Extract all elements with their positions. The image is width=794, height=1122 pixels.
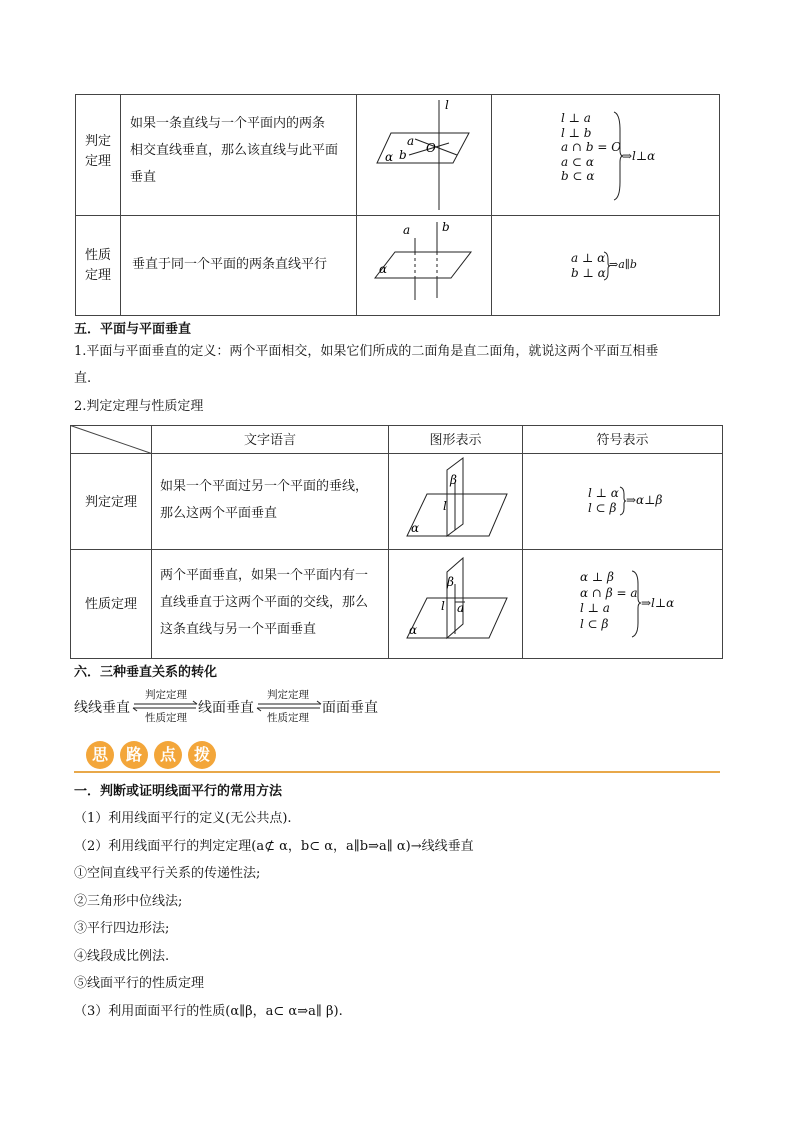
- section-5-definition-line-1: 1.平面与平面垂直的定义：两个平面相交，如果它们所成的二面角是直二面角，就说这两个平面互相垂: [74, 344, 659, 359]
- tips-line: ③平行四边形法;: [74, 921, 170, 936]
- plane-perpendicular-property-figure: [389, 550, 522, 658]
- section-6-title: 六．三种垂直关系的转化: [74, 665, 218, 680]
- fig-label-a: a: [407, 134, 415, 148]
- fig-label-alpha: α: [409, 623, 418, 637]
- fig-label-l: l: [445, 98, 449, 112]
- table-2-row-1-text: [160, 473, 386, 527]
- table-2-row-2-symbols: [580, 570, 638, 632]
- tips-line: ①空间直线平行关系的传递性法;: [74, 866, 261, 881]
- chain-node-line-line: 线线垂直: [74, 700, 130, 716]
- fig-label-alpha: α: [379, 262, 388, 276]
- sym-line: a ⊥ α: [571, 251, 606, 265]
- fig-label-beta: β: [450, 473, 457, 487]
- label-line: 定理: [84, 268, 111, 283]
- text-line: 垂直于同一个平面的两条直线平行: [132, 257, 328, 272]
- sym-line: a ⊂ α: [561, 154, 594, 169]
- tips-banner: [86, 741, 222, 769]
- tips-badge: 拨: [188, 741, 216, 769]
- sym-line: a ∩ b = O: [561, 140, 622, 154]
- tips-list: [74, 805, 474, 1025]
- double-arrow-icon: [255, 700, 323, 712]
- text-line: 这条直线与另一个平面垂直: [160, 622, 317, 637]
- tips-line: （2）利用线面平行的判定定理(a⊄ α，b⊂ α，a∥b⇒a∥ α)→线线垂直: [74, 838, 474, 854]
- arrow-1-bottom-label: 性质定理: [145, 712, 187, 724]
- tips-line: （3）利用面面平行的性质(α∥β，a⊂ α⇒a∥ β).: [74, 1003, 343, 1019]
- chain-node-plane-plane: 面面垂直: [322, 700, 378, 716]
- table-2-header-symbol: 符号表示: [596, 433, 649, 448]
- fig-label-b: b: [442, 220, 450, 234]
- text-line: 如果一条直线与一个平面内的两条: [130, 116, 326, 131]
- fig-label-a: a: [457, 601, 465, 615]
- fig-label-o: O: [426, 141, 436, 155]
- plane-perpendicular-figure: [389, 454, 522, 549]
- table-2-row-1-label: 判定定理: [84, 495, 137, 510]
- sym-line: l ⊥ a: [561, 111, 591, 125]
- double-arrow-icon: [131, 700, 199, 712]
- section-5-subtitle: 2.判定定理与性质定理: [74, 399, 204, 414]
- label-line: 定理: [84, 154, 111, 169]
- fig-label-alpha: α: [385, 150, 394, 164]
- tips-line: ④线段成比例法.: [74, 948, 170, 964]
- tips-line: ②三角形中位线法;: [74, 893, 183, 909]
- chain-node-line-plane: 线面垂直: [198, 700, 254, 716]
- text-line: 如果一个平面过另一个平面的垂线，: [160, 479, 369, 494]
- arrow-1-top-label: 判定定理: [145, 689, 187, 701]
- text-line: 垂直: [130, 170, 157, 185]
- table-1-row-1-result: ⇒l⊥α: [622, 149, 656, 163]
- table-2-row-2-result: ⇒l⊥α: [641, 596, 675, 610]
- fig-label-l: l: [443, 499, 447, 513]
- text-line: 直线垂直于这两个平面的交线，那么: [160, 595, 369, 610]
- table-2-row-1-symbols: [588, 486, 619, 516]
- tips-heading: 一．判断或证明线面平行的常用方法: [74, 784, 283, 799]
- sym-line: α ∩ β = a: [580, 585, 638, 600]
- fig-label-beta: β: [447, 575, 454, 589]
- sym-line: b ⊥ α: [571, 265, 606, 280]
- arrow-2-top-label: 判定定理: [267, 689, 309, 701]
- tips-badge: 点: [154, 741, 182, 769]
- text-line: 那么这两个平面垂直: [160, 506, 278, 521]
- section-5-title: 五．平面与平面垂直: [74, 322, 192, 337]
- tips-line: （1）利用线面平行的定义(无公共点).: [74, 811, 292, 826]
- fig-label-b: b: [399, 148, 407, 162]
- sym-line: b ⊂ α: [561, 169, 595, 183]
- sym-line: α ⊥ β: [580, 570, 614, 584]
- section-5-definition-line-2: 直.: [74, 371, 92, 386]
- sym-line: l ⊥ a: [580, 601, 610, 615]
- arrow-2-bottom-label: 性质定理: [267, 712, 309, 724]
- table-1-row-2-result: ⇒a∥b: [609, 258, 637, 271]
- sym-line: l ⊂ β: [580, 616, 609, 631]
- tips-divider: [74, 771, 720, 773]
- table-2-row-2-label: 性质定理: [84, 597, 137, 612]
- table-2-header-figure: 图形表示: [429, 433, 482, 448]
- label-line: 性质: [84, 248, 111, 263]
- table-2-header-text: 文字语言: [243, 433, 296, 448]
- tips-badge: 路: [120, 741, 148, 769]
- fig-label-a: a: [403, 223, 411, 237]
- sym-line: l ⊥ α: [588, 486, 619, 500]
- sym-line: l ⊥ b: [561, 125, 592, 140]
- label-line: 判定: [84, 134, 111, 149]
- tips-badge: 思: [86, 741, 114, 769]
- text-line: 相交直线垂直，那么该直线与此平面: [130, 143, 339, 158]
- tips-line: ⑤线面平行的性质定理: [74, 976, 205, 991]
- table-2-row-2-text: [160, 562, 386, 643]
- table-2-row-1-result: ⇒α⊥β: [626, 493, 663, 507]
- sym-line: l ⊂ β: [588, 501, 617, 515]
- text-line: 两个平面垂直，如果一个平面内有一: [160, 568, 369, 583]
- fig-label-l: l: [441, 599, 445, 613]
- fig-label-alpha: α: [411, 521, 420, 535]
